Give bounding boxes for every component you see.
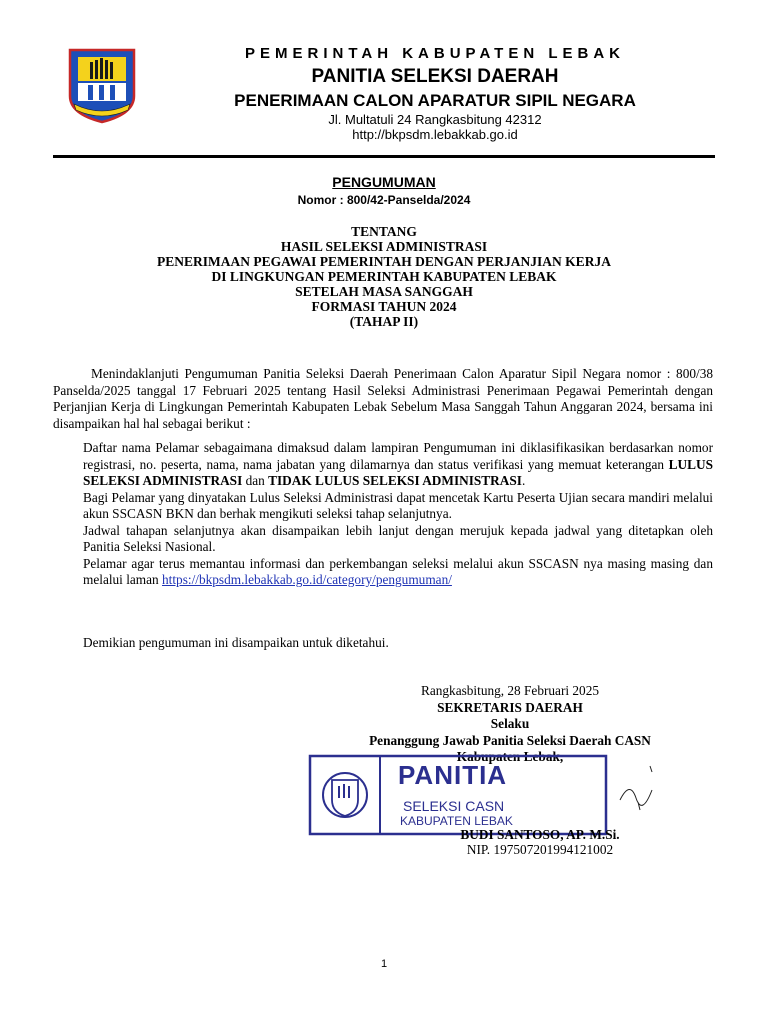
subject-line: FORMASI TAHUN 2024 (311, 299, 457, 314)
point-classification: Daftar nama Pelamar sebagaimana dimaksud dalam lampiran Pengumuman ini diklasifikasikan berdasarkan nomor registrasi, no. peserta, nama, nama jabatan yang dilamarnya dan status verifikasi yang memuat keterangan LULUS SELEKSI ADMINISTRASI dan TIDAK LULUS SELEKSI ADMINISTRASI. (83, 440, 713, 488)
government-name: PEMERINTAH KABUPATEN LEBAK (245, 45, 625, 62)
intro-paragraph: Menindaklanjuti Pengumuman Panitia Seleksi Daerah Penerimaan Calon Aparatur Sipil Negara nomor : 800/38 Panselda/2025 tanggal 17 Februari 2025 tentang Hasil Seleksi Administrasi Penerimaan Pegawai Pemerintah dengan Perjanjian Kerja di Lingkungan Pemerintah Kabupaten Lebak Sebelum Masa Sanggah Tahun Anggaran 2024, bersama ini disampaikan hal hal sebagai berikut : (53, 366, 713, 431)
pass-status: LULUS SELEKSI ADMINISTRASI (83, 456, 713, 488)
closing-sentence: Demikian pengumuman ini disampaikan untuk diketahui. (83, 635, 389, 650)
header-divider (53, 155, 715, 158)
signer-role: Penanggung Jawab Panitia Seleksi Daerah CASN (369, 733, 651, 748)
point-exam-card: Bagi Pelamar yang dinyatakan Lulus Seleksi Administrasi dapat mencetak Kartu Peserta Ujian secara mandiri melalui akun SSCASN BKN dan berhak mengikuti seleksi tahap selanjutnya. (83, 489, 713, 521)
page-number: 1 (380, 958, 388, 970)
stamp-title: PANITIA (398, 760, 508, 790)
subject-line: PENERIMAAN PEGAWAI PEMERINTAH DENGAN PERJANJIAN KERJA (157, 254, 611, 269)
signer-nip: NIP. 197507201994121002 (466, 842, 614, 857)
signer-as: Selaku (490, 716, 530, 731)
place-date: Rangkasbitung, 28 Februari 2025 (420, 683, 599, 698)
point-schedule: Jadwal tahapan selanjutnya akan disampaikan lebih lanjut dengan merujuk kepada jadwal yang ditetapkan oleh Panitia Seleksi Nasional. (83, 522, 713, 554)
signer-region: Kabupaten Lebak, (456, 749, 564, 764)
subject-line: TENTANG (351, 224, 417, 239)
announcement-title: PENGUMUMAN (332, 174, 436, 190)
stamp-region: KABUPATEN LEBAK (400, 814, 513, 828)
signer-name: BUDI SANTOSO, AP. M.Si. (460, 827, 620, 842)
fail-status: TIDAK LULUS SELEKSI ADMINISTRASI (268, 473, 522, 488)
signer-position: SEKRETARIS DAERAH (437, 700, 583, 715)
point-monitoring: Pelamar agar terus memantau informasi dan perkembangan seleksi melalui akun SSCASN nya masing masing dan melalui laman https://bkpsdm.lebakkab.go.id/category/pengumuman/ (83, 555, 713, 587)
announcement-number: Nomor : 800/42-Panselda/2024 (297, 193, 471, 207)
subject-line: DI LINGKUNGAN PEMERINTAH KABUPATEN LEBAK (211, 269, 557, 284)
recruitment-title: PENERIMAAN CALON APARATUR SIPIL NEGARA (234, 91, 636, 110)
announcement-points (83, 440, 713, 589)
subject-line: (TAHAP II) (349, 314, 419, 329)
stamp-subtitle: SELEKSI CASN (403, 798, 505, 814)
subject-line: SETELAH MASA SANGGAH (295, 284, 473, 299)
subject-line: HASIL SELEKSI ADMINISTRASI (280, 239, 488, 254)
lebak-regency-logo-icon (66, 48, 138, 124)
office-website: http://bkpsdm.lebakkab.go.id (352, 127, 518, 142)
committee-name: PANITIA SELEKSI DAERAH (311, 66, 559, 87)
office-address: Jl. Multatuli 24 Rangkasbitung 42312 (328, 112, 542, 127)
announcement-link[interactable]: https://bkpsdm.lebakkab.go.id/category/pengumuman/ (162, 572, 452, 587)
